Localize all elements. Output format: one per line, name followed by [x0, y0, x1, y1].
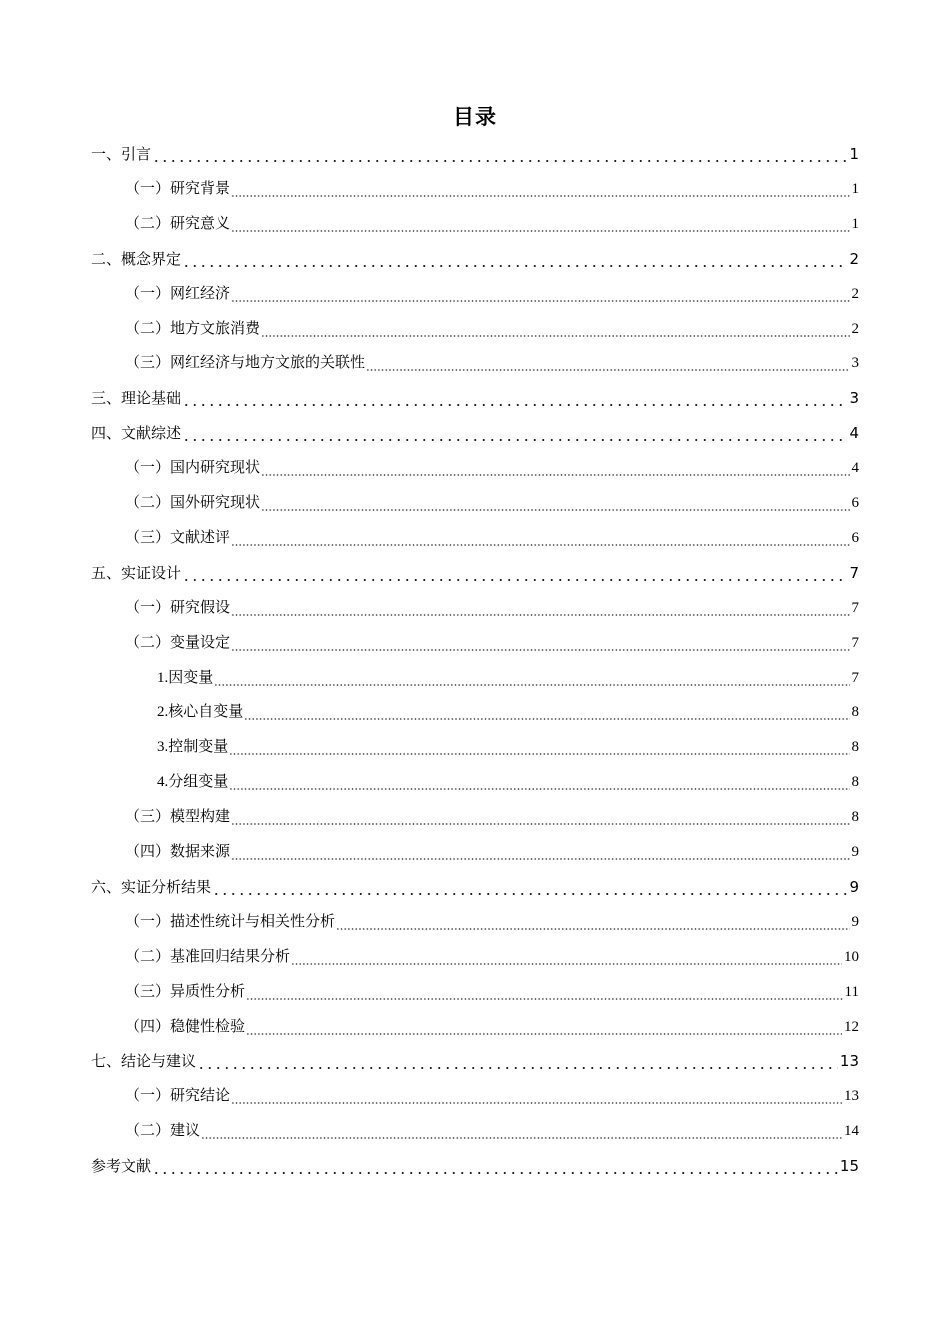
- toc-entry-page-number: 2: [849, 249, 859, 268]
- toc-title: 目录: [453, 105, 497, 129]
- dot-leader: [366, 352, 849, 374]
- toc-entry-title: 1.因变量: [157, 669, 214, 686]
- toc-entry-page-number: 11: [844, 983, 859, 1000]
- toc-entry[interactable]: [125, 457, 859, 479]
- toc-entry-title: （一）研究背景: [125, 180, 231, 197]
- dot-leader: [214, 667, 849, 689]
- toc-entry[interactable]: [125, 178, 859, 200]
- dot-leader: [182, 248, 847, 270]
- toc-entry[interactable]: [91, 562, 859, 584]
- dot-leader: [229, 771, 849, 793]
- toc-entry[interactable]: [125, 946, 859, 968]
- toc-entry-title: 参考文献: [91, 1157, 152, 1176]
- toc-entry-page-number: 7: [851, 599, 859, 616]
- dot-leader: [182, 562, 847, 584]
- toc-entry-title: （二）基准回归结果分析: [125, 948, 291, 965]
- toc-entry[interactable]: [91, 876, 859, 898]
- toc-entry-title: 一、引言: [91, 145, 152, 163]
- dot-leader: [246, 1016, 842, 1038]
- toc-entry[interactable]: [125, 1016, 859, 1038]
- dot-leader: [261, 457, 849, 479]
- toc-entry-title: （二）国外研究现状: [125, 495, 261, 511]
- toc-entry-page-number: 2: [851, 285, 859, 302]
- dot-leader: [201, 1120, 842, 1142]
- toc-entry[interactable]: [125, 632, 859, 654]
- toc-entry-page-number: 1: [849, 145, 859, 163]
- toc-entry[interactable]: [125, 806, 859, 828]
- toc-entry[interactable]: [157, 771, 859, 793]
- toc-entry[interactable]: [125, 352, 859, 374]
- toc-entry-title: （二）地方文旅消费: [125, 320, 261, 337]
- toc-entry[interactable]: [125, 492, 859, 514]
- toc-entry[interactable]: [125, 981, 859, 1003]
- toc-entry-page-number: 1: [851, 215, 859, 232]
- toc-entry-title: （三）异质性分析: [125, 983, 246, 1000]
- toc-entry-title: （三）文献述评: [125, 529, 231, 546]
- toc-entry-title: （三）模型构建: [125, 809, 231, 826]
- toc-entry[interactable]: [157, 667, 859, 689]
- toc-entry-title: 二、概念界定: [91, 249, 182, 268]
- toc-entry-page-number: 3: [849, 389, 859, 408]
- toc-entry-page-number: 13: [839, 1052, 859, 1071]
- dot-leader: [231, 527, 849, 549]
- toc-entry[interactable]: [125, 597, 859, 619]
- dot-leader: [231, 178, 849, 200]
- dot-leader: [152, 143, 847, 165]
- toc-entry-page-number: 4: [849, 424, 859, 443]
- toc-entry[interactable]: [125, 1120, 859, 1142]
- dot-leader: [231, 213, 849, 235]
- toc-entry-title: （二）变量设定: [125, 634, 231, 651]
- toc-entry[interactable]: [125, 283, 859, 305]
- toc-entry[interactable]: [157, 701, 859, 723]
- toc-entry-title: （二）研究意义: [125, 215, 231, 232]
- toc-entry-title: （一）国内研究现状: [125, 460, 261, 477]
- dot-leader: [152, 1155, 838, 1177]
- dot-leader: [336, 911, 849, 933]
- toc-entry-page-number: 7: [849, 563, 859, 582]
- toc-entry[interactable]: [91, 387, 859, 409]
- dot-leader: [291, 946, 842, 968]
- toc-entry[interactable]: [125, 911, 859, 933]
- dot-leader: [182, 422, 847, 444]
- toc-entry-page-number: 10: [844, 948, 859, 965]
- dot-leader: [182, 387, 847, 409]
- toc-entry-page-number: 7: [851, 669, 859, 686]
- toc-entry-title: （一）描述性统计与相关性分析: [125, 913, 336, 930]
- dot-leader: [229, 736, 849, 758]
- toc-entry-page-number: 8: [851, 809, 859, 826]
- toc-entry-page-number: 7: [851, 634, 859, 651]
- toc-entry-page-number: 13: [844, 1088, 859, 1105]
- dot-leader: [212, 876, 847, 898]
- toc-entry[interactable]: [91, 422, 859, 444]
- toc-entry-title: （四）数据来源: [125, 844, 231, 860]
- toc-entry[interactable]: [91, 1050, 859, 1072]
- toc-entry-page-number: 8: [851, 739, 859, 756]
- toc-entry-page-number: 3: [851, 355, 859, 372]
- toc-entry-title: 六、实证分析结果: [91, 877, 212, 896]
- toc-entry-title: 七、结论与建议: [91, 1052, 197, 1071]
- toc-entry-title: 2.核心自变量: [157, 704, 244, 721]
- dot-leader: [231, 841, 849, 863]
- toc-entry-title: 五、实证设计: [91, 563, 182, 582]
- toc-entry[interactable]: [125, 213, 859, 235]
- toc-entry[interactable]: [125, 318, 859, 340]
- dot-leader: [231, 1085, 842, 1107]
- dot-leader: [231, 632, 849, 654]
- dot-leader: [244, 701, 849, 723]
- dot-leader: [231, 283, 849, 305]
- toc-entry-page-number: 9: [851, 913, 859, 930]
- toc-entry-page-number: 8: [851, 704, 859, 721]
- toc-entry-page-number: 8: [851, 774, 859, 791]
- toc-entry-title: （三）网红经济与地方文旅的关联性: [125, 355, 366, 372]
- toc-entry-title: 三、理论基础: [91, 389, 182, 408]
- toc-entry-page-number: 1: [851, 180, 859, 197]
- dot-leader: [261, 318, 849, 340]
- toc-entry-page-number: 15: [839, 1157, 859, 1176]
- toc-entry-title: （二）建议: [125, 1123, 201, 1140]
- toc-entry[interactable]: [157, 736, 859, 758]
- toc-entry[interactable]: [125, 527, 859, 549]
- toc-entry-title: 4.分组变量: [157, 774, 229, 791]
- dot-leader: [231, 597, 849, 619]
- toc-entry-page-number: 4: [851, 460, 859, 477]
- toc-entry-page-number: 9: [849, 877, 859, 896]
- toc-entry-title: （一）研究结论: [125, 1088, 231, 1105]
- dot-leader: [261, 492, 849, 514]
- toc-entry-title: （一）研究假设: [125, 599, 231, 616]
- toc-entry[interactable]: [91, 248, 859, 270]
- toc-entry-title: （一）网红经济: [125, 285, 231, 302]
- dot-leader: [197, 1050, 838, 1072]
- toc-entry[interactable]: [125, 841, 859, 863]
- toc-entry[interactable]: [91, 143, 859, 165]
- toc-entry-page-number: 6: [851, 495, 859, 511]
- toc-entry-title: 3.控制变量: [157, 739, 229, 756]
- toc-entry-title: 四、文献综述: [91, 424, 182, 443]
- toc-entry-page-number: 9: [851, 844, 859, 860]
- dot-leader: [231, 806, 849, 828]
- dot-leader: [246, 981, 843, 1003]
- toc-entry-title: （四）稳健性检验: [125, 1018, 246, 1035]
- toc-entry[interactable]: [125, 1085, 859, 1107]
- toc-entry-page-number: 12: [844, 1018, 859, 1035]
- toc-entry-page-number: 2: [851, 320, 859, 337]
- toc-entry-page-number: 6: [851, 529, 859, 546]
- toc-entry[interactable]: [91, 1155, 859, 1177]
- toc-entry-page-number: 14: [844, 1123, 859, 1140]
